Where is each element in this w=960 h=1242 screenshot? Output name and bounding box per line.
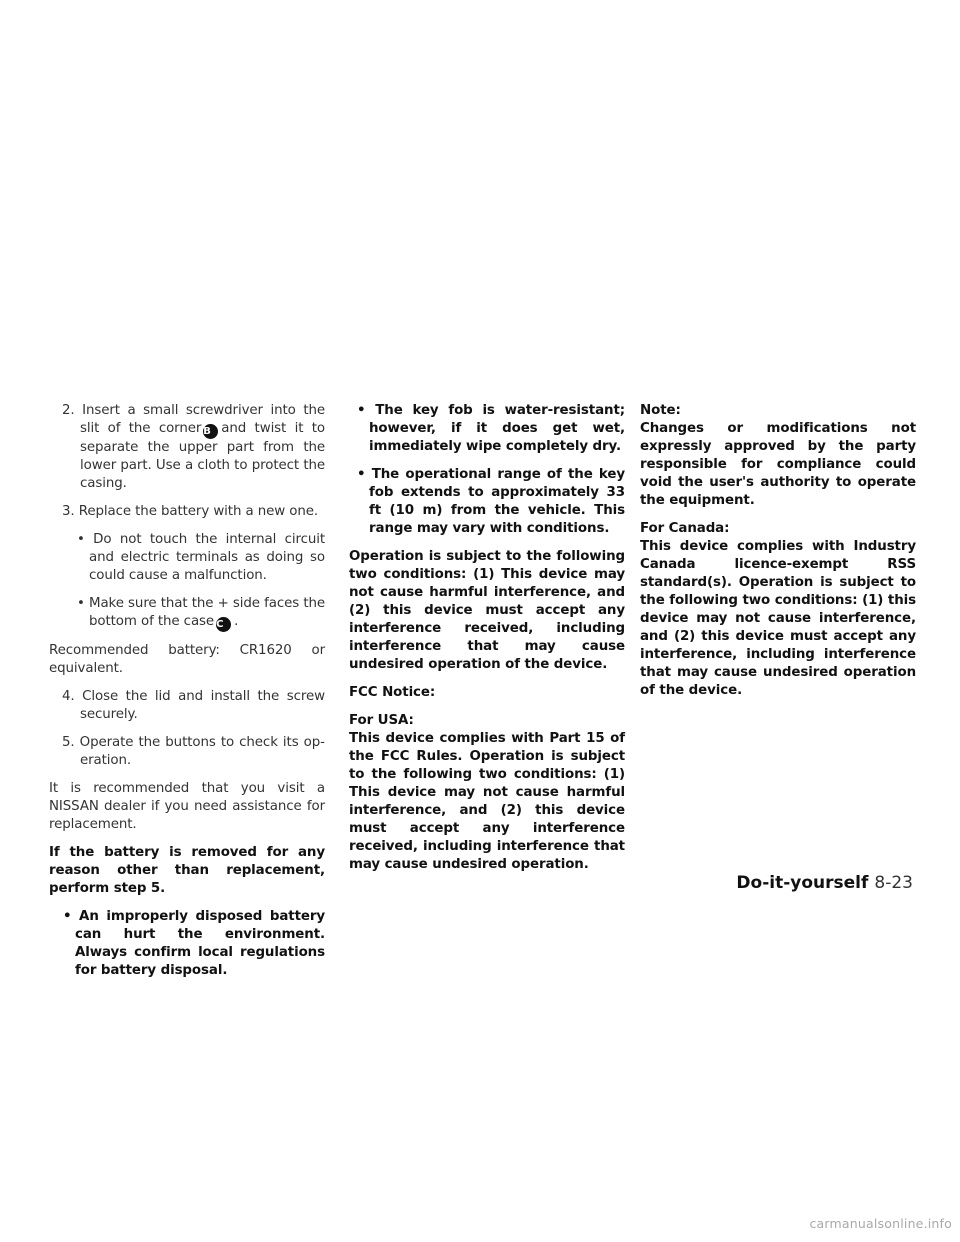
marker-b-icon: B <box>203 424 218 439</box>
middle-column <box>349 402 625 884</box>
marker-c-icon: C <box>216 617 231 632</box>
recommended-battery: Recommended battery: CR1620 or equivalent. <box>49 643 325 676</box>
step-2: 2. Insert a small screwdriver into the slit of the corner B and twist it to separate the upper part from the lower part. Use a cloth to protect the casing. <box>62 403 326 491</box>
step-3-sub-2: • Make sure that the + side faces the bottom of the case C . <box>77 596 325 630</box>
step-4: 4. Close the lid and install the screw securely. <box>62 689 325 722</box>
usa-compliance-text: This device complies with Part 15 of the FCC Rules. Operation is subject to the following two conditions: (1) This device may not cause harmful interference, and (2) this device must accept any interference received, including interference that may cause undesired operation. <box>349 731 625 872</box>
watermark: carmanualsonline.info <box>809 1216 952 1231</box>
disposal-warning: • An improperly disposed battery can hurt the environment. Always confirm local regulations for battery disposal. <box>63 909 325 978</box>
step-3-sub-1: • Do not touch the internal circuit and electric terminals as doing so could cause a malfunction. <box>77 532 325 583</box>
dealer-recommendation: It is recommended that you visit a NISSAN dealer if you need assistance for replacement. <box>49 781 325 832</box>
step-3: 3. Replace the battery with a new one. <box>62 504 319 519</box>
left-column <box>49 402 325 990</box>
right-column <box>640 402 916 710</box>
battery-removed-note: If the battery is removed for any reason other than replacement, perform step 5. <box>49 845 325 896</box>
operational-range-bullet: • The operational range of the key fob extends to approximately 33 ft (10 m) from the vehicle. This range may vary with conditions. <box>357 467 625 536</box>
canada-compliance-text: This device complies with Industry Canada licence-exempt RSS standard(s). Operation is subject to the following two conditions: (1) this device may not cause interference, and (2) this device must accept any interference, including interference that may cause undesired operation of the device. <box>640 539 916 698</box>
note-text: Changes or modifications not expressly approved by the party responsible for compliance could void the user's authority to operate the equipment. <box>640 421 916 508</box>
page-number: 8-23 <box>874 873 913 893</box>
fcc-notice-heading: FCC Notice: <box>349 685 436 700</box>
water-resistant-bullet: • The key fob is water-resistant; however, if it does get wet, immediately wipe completely dry. <box>357 403 625 454</box>
operation-conditions: Operation is subject to the following two conditions: (1) This device may not cause harmful interference, and (2) this device must accept any interference received, including interference that may cause undesired operation of the device. <box>349 549 625 672</box>
canada-heading: For Canada: <box>640 521 730 536</box>
section-title: Do-it-yourself <box>736 873 869 893</box>
step-5: 5. Operate the buttons to check its operation. <box>62 735 325 768</box>
usa-heading: For USA: <box>349 713 414 728</box>
note-heading: Note: <box>640 403 681 418</box>
page-footer <box>736 873 913 893</box>
